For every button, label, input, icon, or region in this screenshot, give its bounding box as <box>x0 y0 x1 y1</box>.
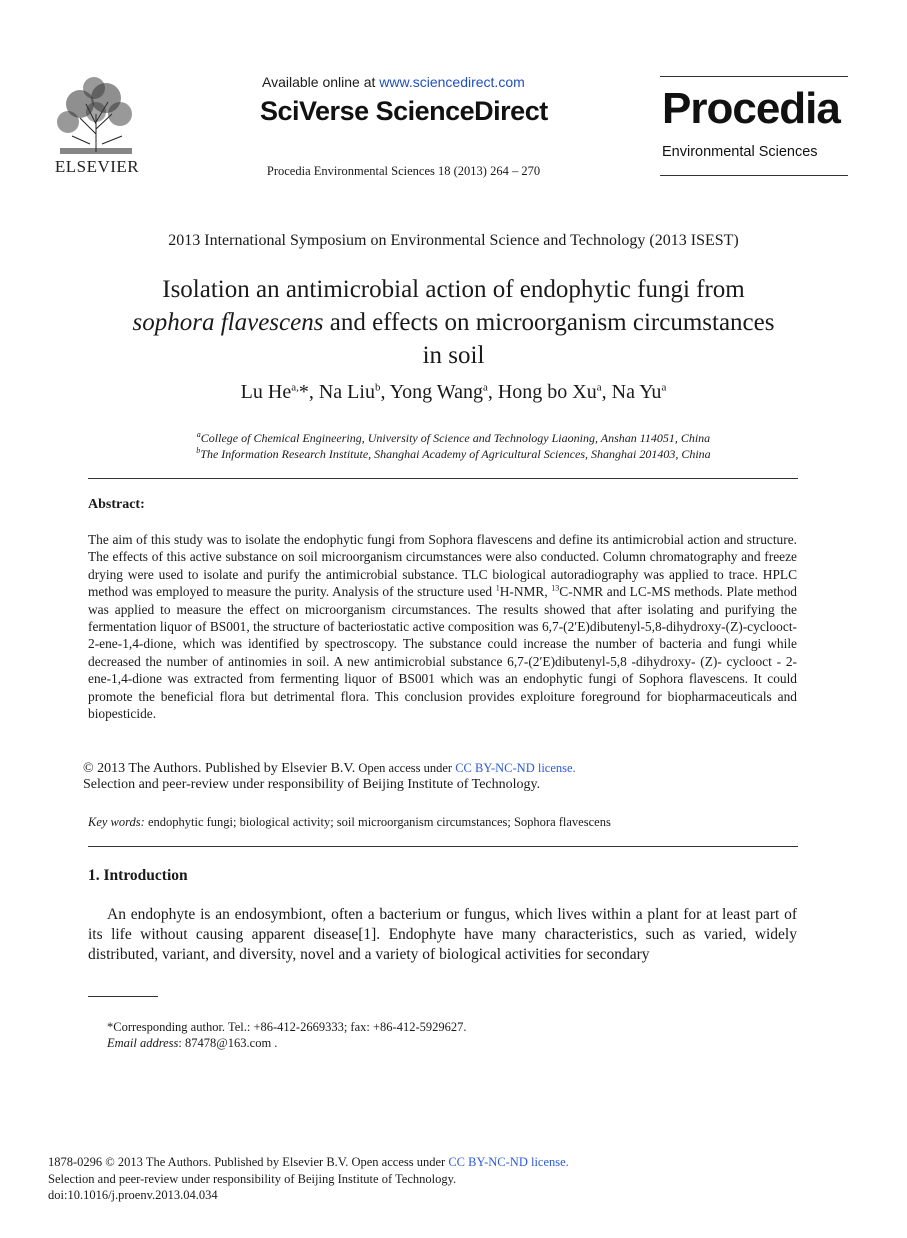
affiliation-b <box>0 446 907 462</box>
affiliation-text: The Information Research Institute, Shanghai Academy of Agricultural Sciences, Shanghai 201403, China <box>200 447 711 461</box>
paper-title <box>80 273 827 372</box>
publisher-logo-text: ELSEVIER <box>54 157 140 176</box>
issn-copyright <box>48 1155 569 1170</box>
abstract-heading: Abstract: <box>88 497 145 512</box>
author-name: Yong Wang <box>389 381 483 403</box>
keywords-text: endophytic fungi; biological activity; soil microorganism circumstances; Sophora flavescens <box>144 815 611 829</box>
keywords-label: Key words: <box>88 815 145 829</box>
abstract-body <box>88 531 797 722</box>
author-affil: a, <box>291 381 299 394</box>
issn-text: 1878-0296 © 2013 The Authors. Published by Elsevier B.V. <box>48 1155 349 1169</box>
title-line-2: and effects on microorganism circumstances <box>323 309 775 336</box>
journal-reference-text: Procedia Environmental Sciences 18 (2013) 264 – 270 <box>266 164 541 178</box>
title-species: sophora flavescens <box>132 309 324 336</box>
email-label: Email address <box>107 1036 179 1050</box>
author-name: Hong bo Xu <box>497 381 597 403</box>
affiliation-a <box>0 430 907 446</box>
copyright-line <box>83 760 576 777</box>
affiliation-text: College of Chemical Engineering, University of Science and Technology Liaoning, Anshan 114051, China <box>200 431 711 445</box>
author-name: Na Yu <box>611 381 662 403</box>
platform-name: SciVerse ScienceDirect <box>260 96 548 126</box>
isotope-1h: 1 <box>495 583 500 593</box>
affiliation-marker: a <box>196 430 201 439</box>
author-name: Na Liu <box>318 381 375 403</box>
doi[interactable]: doi:10.1016/j.proenv.2013.04.034 <box>48 1188 218 1202</box>
section-heading: 1. Introduction <box>88 867 188 884</box>
available-prefix: Available online at <box>262 74 380 90</box>
sciencedirect-link[interactable]: www.sciencedirect.com <box>379 74 525 90</box>
license-link[interactable]: CC BY-NC-ND license. <box>455 761 576 775</box>
isotope-13c: 13 <box>551 583 560 593</box>
title-line-1: Isolation an antimicrobial action of endophytic fungi from <box>162 276 745 303</box>
copyright-text: © 2013 The Authors. Published by Elsevier B.V. <box>83 761 356 776</box>
footnote-rule <box>88 996 158 997</box>
author-affil: a <box>482 381 488 394</box>
title-line-3: in soil <box>422 342 485 369</box>
divider-bottom <box>88 846 798 847</box>
abstract-part-1: The aim of this study was to isolate the endophytic fungi from Sophora flavescens and define its antimicrobial action and structure. The effects of this active substance on soil microorganism circumstances were also conducted. Column chromatography and freeze drying were used to isolate and purify the antimicrobial substance. TLC biological autoradiography was applied to trace. HPLC method was employed to measure the purity. Analysis of the structure used <box>88 532 797 600</box>
journal-logo-title: Procedia <box>662 84 840 133</box>
corresponding-author-note: *Corresponding author. Tel.: +86-412-2669333; fax: +86-412-5929627. <box>107 1020 467 1034</box>
divider-top <box>88 478 798 479</box>
peer-review-line: Selection and peer-review under responsibility of Beijing Institute of Technology. <box>83 777 541 792</box>
author-name: Lu He <box>240 381 292 403</box>
author-affil: b <box>374 381 381 394</box>
affiliation-marker: b <box>196 446 201 455</box>
license-link[interactable]: CC BY-NC-ND license. <box>448 1155 569 1169</box>
abstract-part-3: C-NMR and LC-MS methods. Plate method was applied to measure the effect on microorganism circumstances. The results showed that after isolating and purifying the fermentation liquor of BS001, the structure of bacteriostatic active composition was 6,7-(2′E)dibutenyl-5,8-dihydroxy-(Z)-cyclooct-2-ene-1,4-dione, which was identified by spectroscopy. The substance could increase the number of bacteria and fungi while decreased the number of antinomies in soil. A new antimicrobial substance 6,7-(2′E)dibutenyl-5,8 -dihydroxy- (Z)- cyclooct - 2-ene-1,4-dione was extracted from fermenting liquor of BS001 which was an endophytic fungi of Sophora flavescens. It could promote the beneficial flora but detrimental flora. This conclusion provides exploiture foreground for biopharmaceuticals and biopesticide. <box>88 584 798 722</box>
available-online-line <box>262 74 525 90</box>
author-affil: a <box>596 381 602 394</box>
symposium-name: 2013 International Symposium on Environmental Science and Technology (2013 ISEST) <box>168 232 739 249</box>
peer-review-note: Selection and peer-review under responsibility of Beijing Institute of Technology. <box>48 1172 457 1186</box>
author-affil: a <box>661 381 667 394</box>
open-access-text: Open access under <box>355 761 456 775</box>
email-value: : 87478@163.com . <box>178 1036 278 1050</box>
introduction-paragraph: An endophyte is an endosymbiont, often a bacterium or fungus, which lives within a plant for at least part of its life without causing apparent disease[1]. Endophyte have many characteristics, such as varied, widely distributed, variant, and diversity, novel and a variety of biological activities for secondary <box>88 906 797 963</box>
open-access-text: Open access under <box>348 1155 449 1169</box>
author-list: Lu $He^{a,}*$, Na Liu$^b$, Yong Wang$^a$, Hong bo Xu$^a$, Na Yu$^a$ <box>240 381 667 403</box>
journal-logo-subtitle: Environmental Sciences <box>662 144 818 160</box>
abstract-part-2: H-NMR, <box>499 584 552 600</box>
keywords <box>88 815 611 830</box>
corresponding-star: * <box>298 381 309 403</box>
email-note <box>107 1036 277 1051</box>
